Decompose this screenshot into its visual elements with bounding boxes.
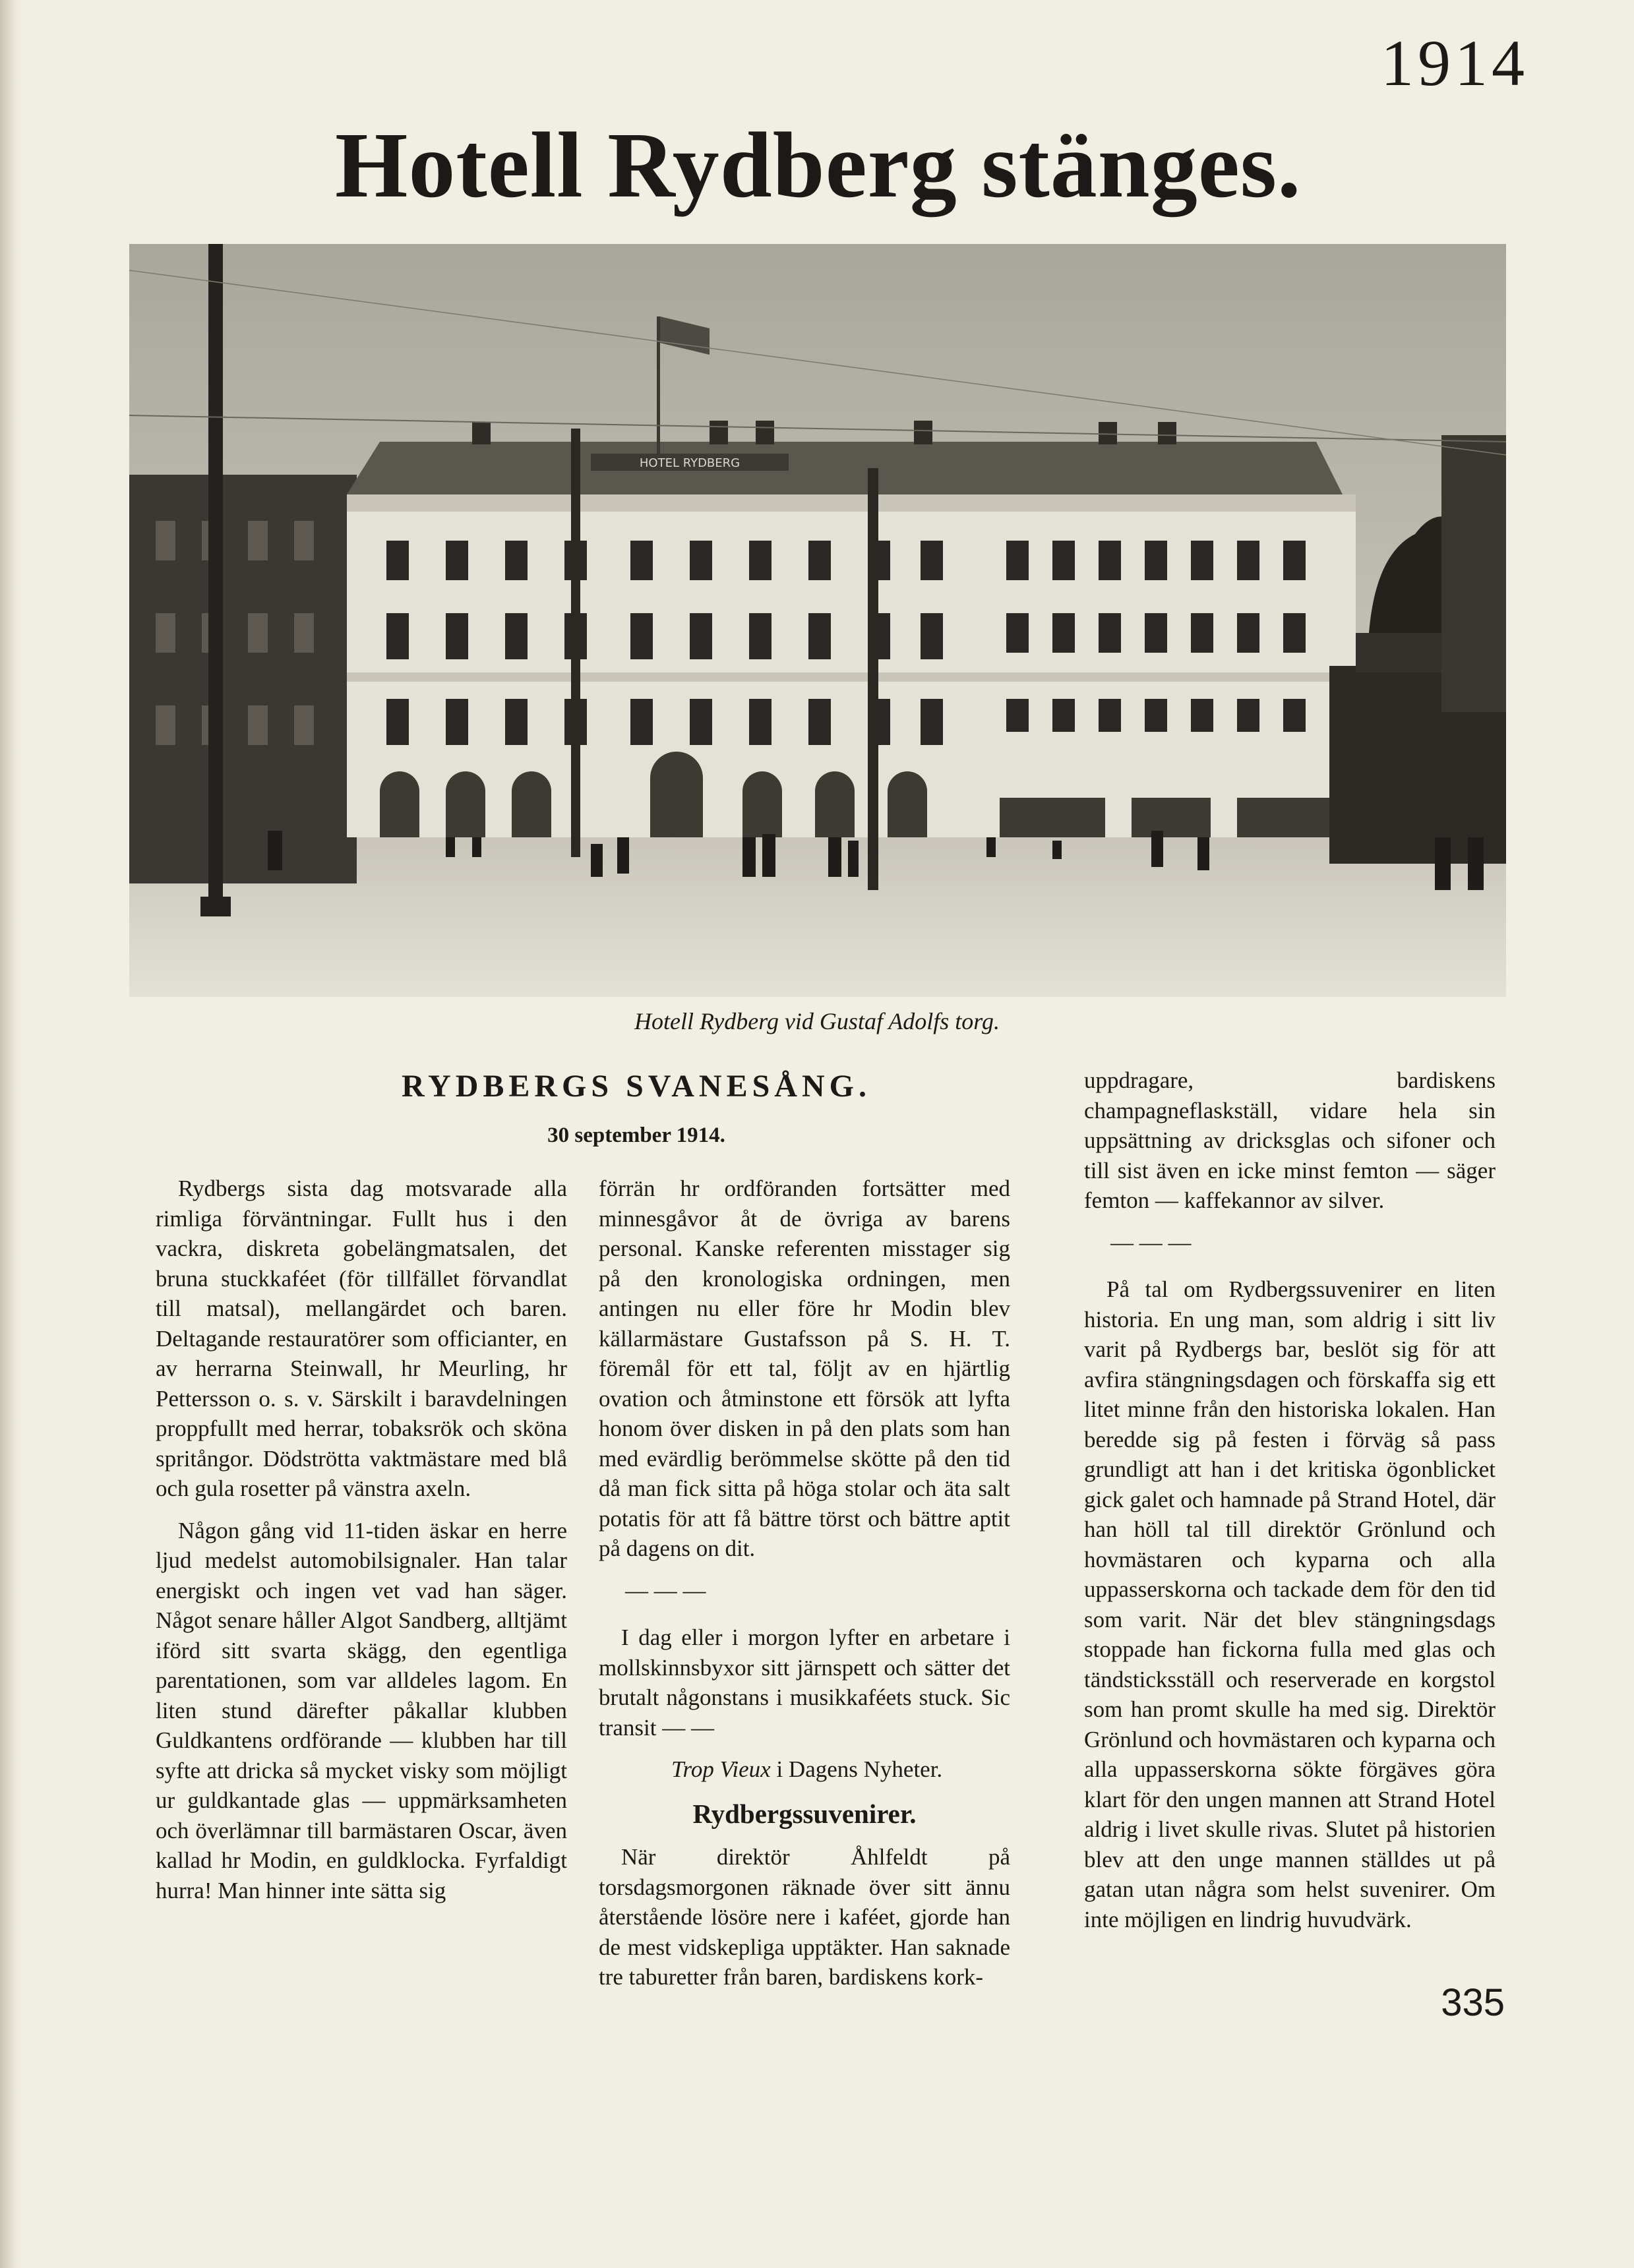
article-heading: RYDBERGS SVANESÅNG. bbox=[402, 1069, 871, 1104]
text-column-1 bbox=[156, 1174, 567, 1917]
paragraph: När direktör Åhlfeldt på torsdagsmorgonen räknade över sitt ännu återstående lösöre nere i kaféet, gjorde han de mest vidskepliga upptäkter. Han saknade tre taburetter från baren, bardiskens kork- bbox=[599, 1844, 1010, 1990]
photo-illustration bbox=[129, 244, 1506, 997]
section-separator: — — — bbox=[1110, 1229, 1192, 1255]
paragraph: uppdragare, bardiskens champagneflaskställ, vidare hela sin uppsättning av dricksglas och sifoner och till sist även en icke minst femton — säger femton — kaffekannor av silver. bbox=[1084, 1067, 1496, 1213]
paragraph: I dag eller i morgon lyfter en arbetare i mollskinnsbyxor sitt järnspett och sätter det brutalt någonstans i musikkaféets stuck. Sic transit — — bbox=[599, 1625, 1010, 1741]
paragraph: förrän hr ordföranden fortsätter med minnesgåvor åt de övriga av barens personal. Kanske referenten misstager sig på den kronologiska ordningen, men antingen nu eller före hr Modin blev källarmästare Gustafsson på S. H. T. föremål för ett tal, följt av en hjärtlig ovation och åtminstone ett försök att lyfta honom över disken in på den plats som han med evärdlig berömmelse skötte på den tid då man fick sitta på höga stolar och äta salt potatis för att få bättre törst och bättre aptit på dagens on dit. bbox=[599, 1176, 1010, 1561]
hotel-photograph bbox=[129, 244, 1506, 997]
article-dateline: 30 september 1914. bbox=[547, 1123, 725, 1147]
paragraph: Rydbergs sista dag motsvarade alla rimliga förväntningar. Fullt hus i den vackra, diskreta gobelängmatsalen, det bruna stuckkaféet (för tillfället förvandlat till matsal), mellangärdet och baren. Deltagande restauratörer som officianter, en av herrarna Steinwall, hr Meurling, hr Pettersson o. s. v. Särskilt i baravdelningen proppfullt med herrar, tobaksrök och sköna spritångor. Dödströtta vaktmästare med blå och gula rosetter på vänstra axeln. bbox=[156, 1176, 567, 1501]
section-separator: — — — bbox=[625, 1577, 706, 1603]
subheading: Rydbergssuvenirer. bbox=[692, 1798, 917, 1829]
photo-caption: Hotell Rydberg vid Gustaf Adolfs torg. bbox=[634, 1008, 1000, 1034]
text-column-2 bbox=[599, 1174, 1010, 2004]
byline-source: i Dagens Nyheter. bbox=[770, 1756, 943, 1782]
hotel-sign: HOTEL RYDBERG bbox=[639, 456, 741, 470]
page-year: 1914 bbox=[1381, 26, 1528, 100]
paragraph: På tal om Rydbergssuvenirer en liten historia. En ung man, som aldrig i sitt liv varit på Rydbergs bar, beslöt sig för att avfira stängningsdagen och förskaffa sig ett litet minne från den historiska lokalen. Han beredde sig på festen i förväg så pass grundligt att han i det kritiska ögonblicket gick galet och hamnade på Strand Hotel, där han höll tal till direktör Grönlund och hovmästaren och kyparna och alla uppasserskorna och tackade dem för den tid som varit. När det blev stängningsdags stoppade han fickorna fulla med glas och tändsticksställ och reserverade en korgstol som han promt skulle ha med sig. Direktör Grönlund och hovmästaren och kyparna och alla uppasserskorna sökte förgäves göra klart för den ungen mannen att Strand Hotel aldrig i livet skulle rivas. Slutet på historien blev att den unge mannen ställdes ut på gatan utan några som helst suvenirer. Om inte möjligen en lindrig huvudvärk. bbox=[1084, 1276, 1496, 1932]
byline-name: Trop Vieux bbox=[671, 1756, 771, 1782]
byline bbox=[599, 1754, 1010, 1785]
page-title: Hotell Rydberg stänges. bbox=[335, 113, 1302, 217]
book-spine-shadow bbox=[0, 0, 22, 2268]
paragraph: Någon gång vid 11-tiden äskar en herre ljud medelst automobilsignaler. Han talar energiskt och ingen vet vad han säger. Något senare håller Algot Sandberg, alltjämt iförd sitt svarta skägg, den egentliga parentationen, som var alldeles lagom. En liten stund därefter påkallar klubben Guldkantens ordförande — klubben har till syfte att dricka så mycket visky som möjligt ur guldkantade glas — uppmärksamheten och överlämnar till barmästaren Oscar, även kallad hr Modin, en guldklocka. Fyrfaldigt hurra! Man hinner inte sätta sig bbox=[156, 1517, 567, 1903]
page-number: 335 bbox=[1441, 1981, 1505, 2024]
text-column-3 bbox=[1084, 1065, 1496, 1946]
